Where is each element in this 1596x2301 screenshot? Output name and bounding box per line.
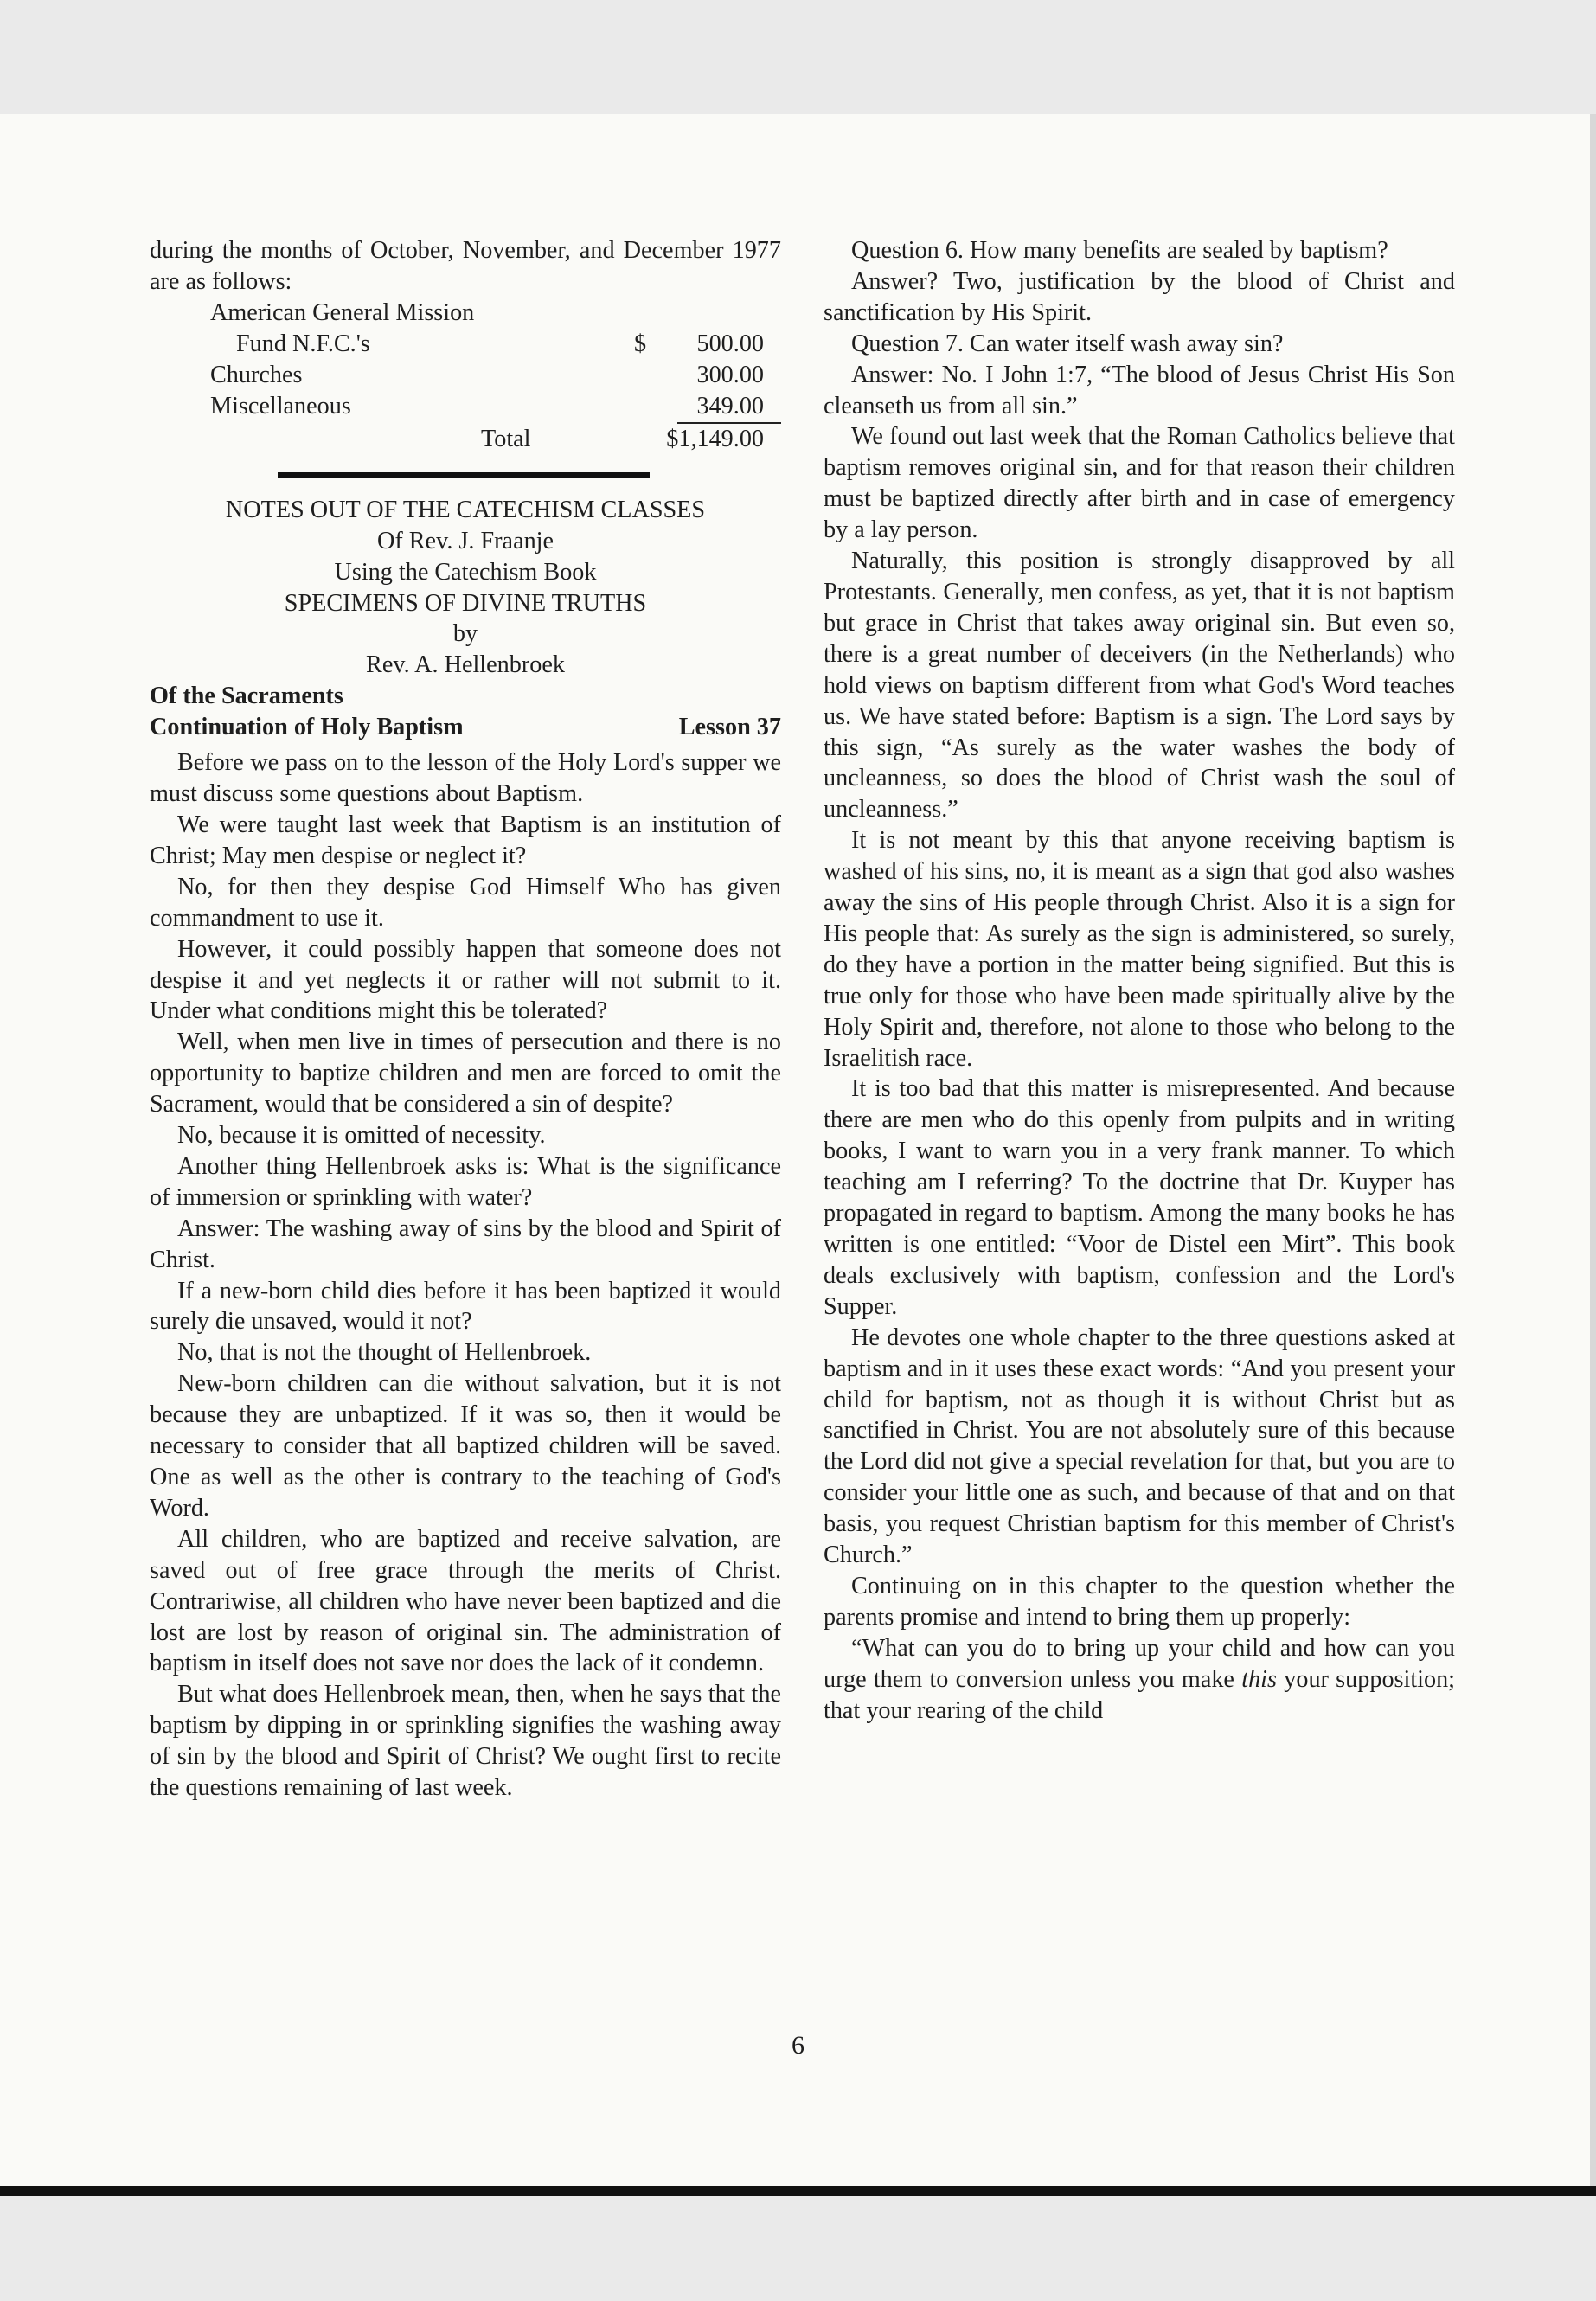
section-title: Of the Sacraments <box>150 683 343 710</box>
paragraph: No, because it is omitted of necessity. <box>177 1122 546 1150</box>
total-amount: $1,149.00 <box>666 425 764 452</box>
heading-title: NOTES OUT OF THE CATECHISM CLASSES <box>225 496 706 523</box>
last-paragraph-end: your supposition; that your rearing of the child <box>824 1665 1456 1724</box>
fund-label-line1: American General Mission <box>210 298 475 326</box>
last-paragraph-start: “What can you do to bring up your child and how can you urge them to conversion unless you make <box>824 1634 1455 1693</box>
paragraph: Answer: The washing away of sins by the blood and Spirit of Christ. <box>150 1215 781 1273</box>
paragraph: Before we pass on to the lesson of the Holy Lord's supper we must discuss some questions about Baptism. <box>150 749 781 808</box>
churches-amount: 300.00 <box>696 361 764 388</box>
paragraph: No, that is not the thought of Hellenbroek. <box>177 1339 592 1367</box>
section-divider <box>278 472 650 478</box>
paragraph: Well, when men live in times of persecution and there is no opportunity to baptize children and men are forced to omit the Sacrament, would that be considered a sin of despite? <box>150 1029 781 1118</box>
paragraph: Naturally, this position is strongly disapproved by all Protestants. Generally, men confess, as yet, that it is not baptism but grace in Christ that takes away original sin. But even so, there is a great number of deceivers (in the Netherlands) who hold views on baptism different from what God's Word teaches us. We have stated before: Baptism is a sign. The Lord says by this sign, “As surely as the water washes the body of uncleanness, so does the blood of Christ wash the soul of uncleanness.” <box>824 548 1455 824</box>
paragraph: New-born children can die without salvation, but it is not because they are unbaptized. If it was so, then it would be necessary to consider that all baptized children will be saved. One as well as the other is contrary to the teaching of God's Word. <box>150 1370 781 1522</box>
right-column <box>824 235 1455 1727</box>
churches-label: Churches <box>210 361 303 388</box>
italic-word: this <box>1241 1665 1277 1693</box>
paragraph: Another thing Hellenbroek asks is: What is the significance of immersion or sprinkling with water? <box>150 1152 781 1211</box>
left-column <box>150 235 781 1804</box>
paragraph: Question 6. How many benefits are sealed by baptism? <box>851 237 1388 264</box>
paragraph: Question 7. Can water itself wash away sin? <box>851 330 1284 357</box>
subsection-line <box>150 712 781 743</box>
scan-border <box>0 2186 1596 2196</box>
fund-label-line2: Fund N.F.C.'s <box>236 330 370 357</box>
heading-author: Of Rev. J. Fraanje <box>376 527 554 554</box>
currency-symbol: $ <box>634 330 647 357</box>
paragraph: Answer? Two, justification by the blood of Christ and sanctification by His Spirit. <box>824 267 1455 326</box>
total-row <box>150 422 781 457</box>
fund-amount: 500.00 <box>696 330 764 357</box>
paragraph: It is too bad that this matter is misrepresented. And because there are men who do this openly from pulpits and in writing books, I want to warn you in a very frank manner. To which teaching am I referring? To the doctrine that Dr. Kuyper has propagated in regard to baptism. Among the many books he has written is one entitled: “Voor de Distel een Mirt”. This book deals exclusively with baptism, confession and the Lord's Supper. <box>824 1075 1455 1320</box>
paragraph: We found out last week that the Roman Catholics believe that baptism removes original sin, and for that reason their children must be baptized directly after birth and in case of emergency by a lay person. <box>824 423 1455 544</box>
page-number: 6 <box>792 2031 804 2060</box>
paragraph: All children, who are baptized and receive salvation, are saved out of free grace through the merits of Christ. Contrariwise, all children who have never been baptized and die lost are lost by reason of original sin. The administration of baptism in itself does not save nor does the lack of it condemn. <box>150 1525 781 1677</box>
paragraph-last <box>824 1633 1455 1727</box>
paragraph: However, it could possibly happen that someone does not despise it and yet neglects it or rather will not submit to it. Under what conditions might this be tolerated? <box>150 935 781 1025</box>
page-edge-shadow <box>1590 114 1596 2186</box>
misc-label: Miscellaneous <box>210 392 351 420</box>
heading-by: by <box>452 620 478 648</box>
intro-text: during the months of October, November, and December 1977 are as follows: <box>150 237 781 295</box>
paragraph: But what does Hellenbroek mean, then, when he says that the baptism by dipping in or sprinkling signifies the washing away of sin by the blood and Spirit of Christ? We ought first to recite the questions remaining of last week. <box>150 1681 781 1802</box>
heading-book-title: SPECIMENS OF DIVINE TRUTHS <box>284 589 647 617</box>
paragraph: If a new-born child dies before it has been baptized it would surely die unsaved, would it not? <box>150 1277 781 1336</box>
subsection-title: Continuation of Holy Baptism <box>150 714 464 741</box>
paragraph: He devotes one whole chapter to the three questions asked at baptism and in it uses these exact words: “And you present your child for baptism, not as though it is without Christ but as sanctified in Christ. You are not absolutely sure of this because the Lord did not give a special revelation for that, but you are to consider your little one as such, and because of that and on that basis, you request Christian baptism for this member of Christ's Church.” <box>824 1324 1455 1569</box>
paragraph: Answer: No. I John 1:7, “The blood of Jesus Christ His Son cleanseth us from all sin.” <box>824 361 1455 420</box>
paragraph: Continuing on in this chapter to the question whether the parents promise and intend to bring them up properly: <box>824 1572 1455 1631</box>
lesson-number: Lesson 37 <box>678 714 781 741</box>
left-body <box>150 747 781 1804</box>
paragraph: No, for then they despise God Himself Who has given commandment to use it. <box>150 873 781 932</box>
heading-book-author: Rev. A. Hellenbroek <box>366 651 565 679</box>
paragraph: We were taught last week that Baptism is an institution of Christ; May men despise or neglect it? <box>150 811 781 869</box>
financial-summary <box>150 298 781 422</box>
article-heading <box>150 495 781 681</box>
total-label: Total <box>481 425 531 452</box>
misc-amount: 349.00 <box>696 392 764 420</box>
paragraph: It is not meant by this that anyone receiving baptism is washed of his sins, no, it is meant as a sign that god also washes away the sins of His people through Christ. Also it is a sign for His people that: As surely as the sign is administered, so surely, do they have a portion in the matter being signified. But this is true only for those who have been made spiritually alive by the Holy Spirit and, therefore, not alone to those who belong to the Israelitish race. <box>824 827 1455 1072</box>
heading-source: Using the Catechism Book <box>334 558 597 586</box>
